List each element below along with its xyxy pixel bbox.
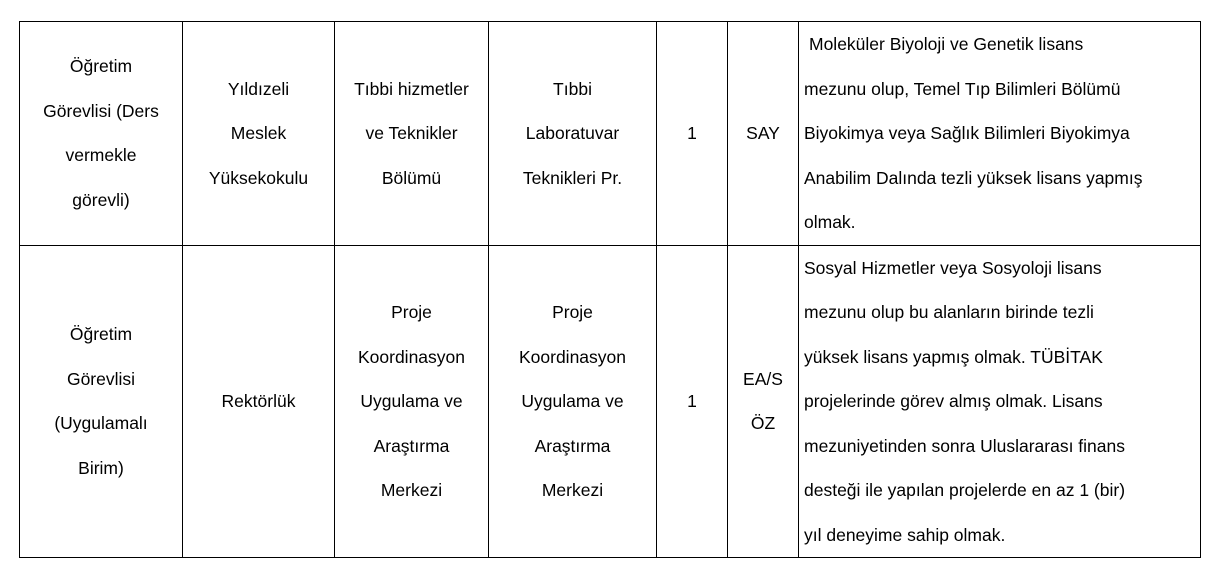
score-type-line: EA/S bbox=[743, 368, 783, 389]
department-cell bbox=[335, 22, 489, 246]
requirement-line: projelerinde görev almış olmak. Lisans bbox=[804, 391, 1103, 411]
requirement-line: Anabilim Dalında tezli yüksek lisans yapmış bbox=[804, 167, 1143, 188]
count-value: 1 bbox=[687, 123, 697, 143]
count-value: 1 bbox=[687, 391, 697, 411]
requirements-cell bbox=[799, 22, 1201, 246]
position-title-line: Görevlisi (Ders bbox=[43, 100, 159, 121]
department-line: Bölümü bbox=[381, 167, 442, 188]
unit-cell bbox=[183, 22, 335, 246]
department-line: Uygulama ve bbox=[360, 391, 463, 411]
unit-line: Rektörlük bbox=[221, 391, 296, 411]
requirement-line: mezuniyetinden sonra Uluslararası finans bbox=[804, 435, 1125, 456]
unit-line: Yüksekokulu bbox=[208, 167, 309, 188]
positions-table bbox=[19, 21, 1201, 558]
requirement-line: yüksek lisans yapmış olmak. TÜBİTAK bbox=[804, 346, 1103, 367]
requirement-line: mezunu olup bu alanların birinde tezli bbox=[804, 302, 1094, 322]
requirement-line: mezunu olup, Temel Tıp Bilimleri Bölümü bbox=[804, 78, 1121, 99]
position-title-line: (Uygulamalı bbox=[54, 413, 148, 434]
program-line: Merkezi bbox=[541, 480, 604, 500]
position-title-line: Birim) bbox=[78, 457, 124, 478]
program-cell bbox=[489, 245, 657, 558]
score-type-cell bbox=[728, 22, 799, 246]
cropped-next-line bbox=[19, 561, 439, 569]
program-line: Araştırma bbox=[534, 435, 611, 456]
requirement-line: Biyokimya veya Sağlık Bilimleri Biyokimya bbox=[804, 123, 1130, 143]
score-type-line: ÖZ bbox=[750, 413, 776, 434]
score-type-line: SAY bbox=[746, 123, 780, 143]
department-line: Merkezi bbox=[380, 480, 443, 500]
unit-line: Meslek bbox=[230, 123, 287, 143]
table-row bbox=[20, 245, 1201, 558]
requirement-line: Moleküler Biyoloji ve Genetik lisans bbox=[809, 34, 1084, 54]
department-line: Proje bbox=[391, 302, 432, 322]
requirement-line: yıl deneyime sahip olmak. bbox=[804, 524, 1006, 545]
requirement-line: olmak. bbox=[804, 212, 856, 232]
program-line: Uygulama ve bbox=[521, 391, 624, 411]
department-line: Araştırma bbox=[373, 435, 450, 456]
department-line: ve Teknikler bbox=[365, 123, 458, 143]
department-cell bbox=[335, 245, 489, 558]
position-title-cell bbox=[20, 22, 183, 246]
program-line: Proje bbox=[552, 302, 593, 322]
department-line: Tıbbi hizmetler bbox=[354, 78, 469, 99]
score-type-cell bbox=[728, 245, 799, 558]
program-line: Koordinasyon bbox=[518, 346, 627, 367]
position-title-cell bbox=[20, 245, 183, 558]
department-line: Koordinasyon bbox=[357, 346, 466, 367]
program-line: Tıbbi bbox=[553, 78, 592, 99]
program-line: Teknikleri Pr. bbox=[522, 167, 623, 188]
count-cell bbox=[657, 22, 728, 246]
requirement-line: desteği ile yapılan projelerde en az 1 (bir) bbox=[804, 480, 1126, 500]
requirements-cell bbox=[799, 245, 1201, 558]
position-title-line: Görevlisi bbox=[66, 368, 136, 389]
table-row bbox=[20, 22, 1201, 246]
position-title-line: Öğretim bbox=[69, 324, 133, 345]
position-title-line: görevli) bbox=[72, 189, 130, 210]
unit-cell bbox=[183, 245, 335, 558]
position-title-line: Öğretim bbox=[69, 56, 133, 77]
position-title-line: vermekle bbox=[65, 145, 137, 166]
unit-line: Yıldızeli bbox=[227, 78, 290, 99]
program-cell bbox=[489, 22, 657, 246]
requirement-line: Sosyal Hizmetler veya Sosyoloji lisans bbox=[804, 257, 1102, 278]
program-line: Laboratuvar bbox=[525, 123, 620, 143]
count-cell bbox=[657, 245, 728, 558]
